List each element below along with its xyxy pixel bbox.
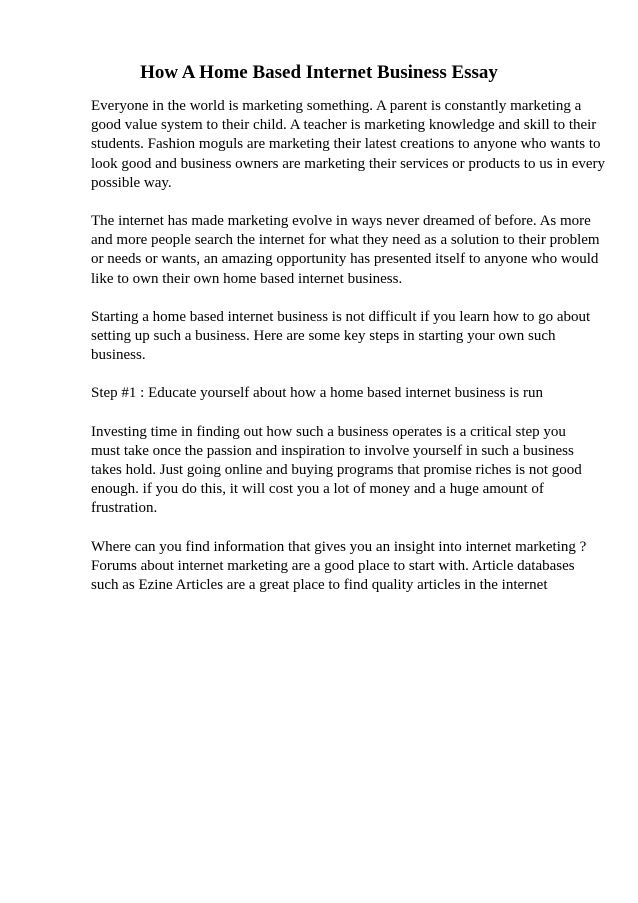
paragraph-line: possible way.	[91, 174, 172, 191]
paragraph-line: Everyone in the world is marketing something. A parent is constantly marketing a	[91, 98, 582, 114]
document-title: How A Home Based Internet Business Essay	[140, 62, 498, 83]
paragraph-line: look good and business owners are marketing their services or products to us in every	[91, 155, 606, 172]
paragraph-line: business.	[91, 347, 146, 364]
paragraph-1	[91, 97, 606, 193]
paragraph-line: takes hold. Just going online and buying programs that promise riches is not good	[91, 462, 582, 479]
paragraph-line: and more people search the internet for what they need as a solution to their problem	[91, 232, 600, 249]
paragraph-line: Where can you find information that gives you an insight into internet marketing ?	[91, 538, 587, 555]
paragraph-line: enough. if you do this, it will cost you a lot of money and a huge amount of	[91, 481, 544, 498]
paragraph-line: Step #1 : Educate yourself about how a home based internet business is run	[91, 385, 543, 402]
paragraph-line: Starting a home based internet business is not difficult if you learn how to go about	[91, 308, 591, 325]
paragraph-line: like to own their own home based internet business.	[91, 270, 403, 287]
paragraph-6	[91, 538, 591, 596]
paragraph-line: Forums about internet marketing are a good place to start with. Article databases	[91, 557, 575, 574]
paragraph-line: The internet has made marketing evolve in ways never dreamed of before. As more	[91, 213, 591, 230]
paragraph-line: Investing time in finding out how such a business operates is a critical step you	[91, 423, 566, 440]
step-heading	[91, 384, 591, 403]
paragraph-line: setting up such a business. Here are some key steps in starting your own such	[91, 328, 556, 345]
paragraph-line: must take once the passion and inspiration to involve yourself in such a business	[91, 442, 574, 459]
paragraph-line: good value system to their child. A teacher is marketing knowledge and skill to their	[91, 117, 597, 134]
paragraph-line: students. Fashion moguls are marketing their latest creations to anyone who wants to	[91, 136, 601, 153]
paragraph-2	[91, 212, 600, 289]
paragraph-3	[91, 308, 591, 366]
document-body	[91, 97, 606, 614]
paragraph-line: such as Ezine Articles are a great place to find quality articles in the internet	[91, 577, 548, 594]
paragraph-line: frustration.	[91, 500, 158, 517]
paragraph-5	[91, 423, 591, 519]
paragraph-line: or needs or wants, an amazing opportunity has presented itself to anyone who would	[91, 251, 599, 268]
